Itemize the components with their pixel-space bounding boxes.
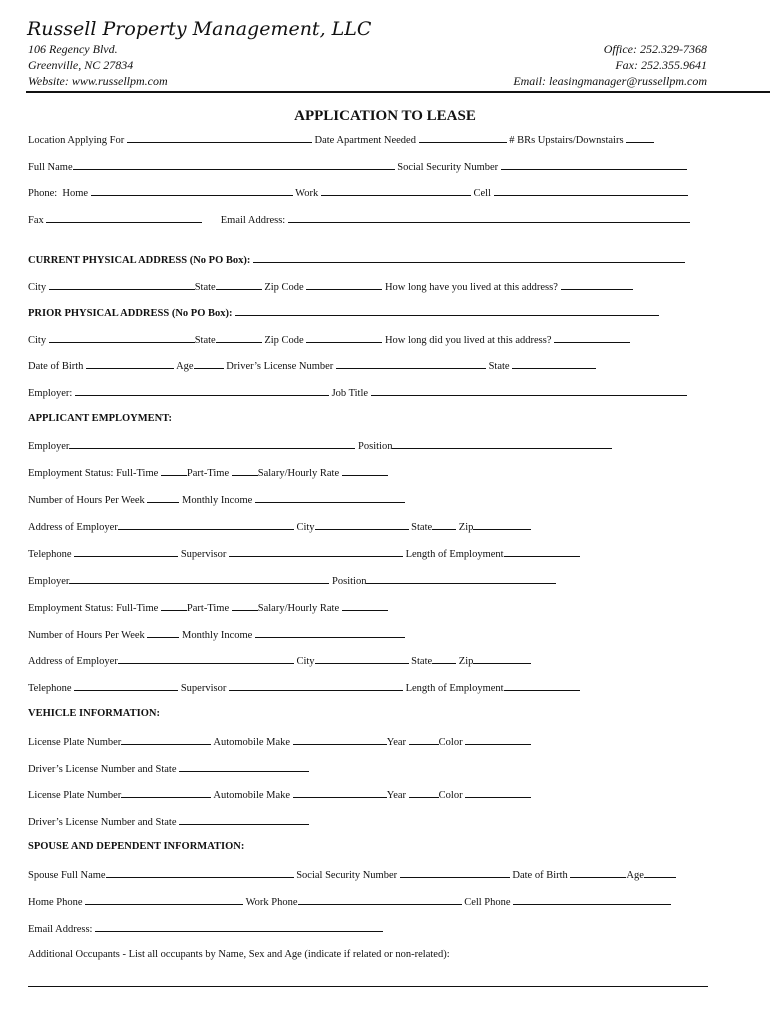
spouse-age-field[interactable]: [644, 867, 676, 878]
spouse-heading: SPOUSE AND DEPENDENT INFORMATION:: [28, 841, 245, 852]
label-emp2-zip: Zip: [458, 656, 474, 667]
label-emp2-rate: Salary/Hourly Rate: [257, 603, 340, 614]
label-spouse-email: Email Address:: [28, 924, 93, 935]
zip-field[interactable]: [306, 279, 382, 290]
emp2-city-field[interactable]: [315, 653, 409, 664]
label-emp2-employer: Employer: [28, 576, 70, 587]
prior-state-field[interactable]: [216, 332, 262, 343]
state-field[interactable]: [216, 279, 262, 290]
row-employer: [28, 385, 687, 401]
label-emp2-fulltime: Employment Status: Full-Time: [28, 603, 159, 614]
company-name: Russell Property Management, LLC: [27, 18, 372, 40]
employer-field[interactable]: [75, 385, 329, 396]
label-emp2-position: Position: [332, 576, 367, 587]
label-prior-zip: Zip Code: [264, 335, 304, 346]
label-spouse-dob: Date of Birth: [512, 870, 568, 881]
label-ssn: Social Security Number: [397, 162, 499, 173]
emp2-income-field[interactable]: [255, 627, 405, 638]
emp1-position-field[interactable]: [392, 438, 612, 449]
emp1-city-field[interactable]: [315, 519, 409, 530]
label-emp2-parttime: Part-Time: [186, 603, 230, 614]
spouse-home-phone-field[interactable]: [85, 894, 243, 905]
label-prior-how-long: How long did you lived at this address?: [384, 335, 552, 346]
job-title-field[interactable]: [371, 385, 687, 396]
emp1-income-field[interactable]: [255, 492, 405, 503]
form-title: APPLICATION TO LEASE: [294, 108, 476, 124]
row-prior-address: [28, 305, 659, 321]
label-emp2-address: Address of Employer: [28, 656, 118, 667]
label-year1: Year: [386, 737, 407, 748]
make2-field[interactable]: [293, 787, 387, 798]
dob-field[interactable]: [86, 358, 174, 369]
label-emp1-zip: Zip: [458, 522, 474, 533]
work-phone-field[interactable]: [321, 185, 471, 196]
emp2-state-field[interactable]: [432, 653, 456, 664]
row-emp2-address: [28, 653, 531, 669]
full-name-field[interactable]: [73, 159, 395, 170]
plate1-field[interactable]: [121, 734, 211, 745]
brs-field[interactable]: [626, 132, 654, 143]
emp2-fulltime-field[interactable]: [161, 600, 187, 611]
email: Email: leasingmanager@russellpm.com: [513, 74, 707, 88]
row-emp1-status: [28, 465, 388, 481]
color1-field[interactable]: [465, 734, 531, 745]
emp2-address-field[interactable]: [118, 653, 294, 664]
letterhead: [0, 0, 770, 92]
label-spouse-work-phone: Work Phone: [245, 897, 298, 908]
plate2-field[interactable]: [121, 787, 211, 798]
dl-number-field[interactable]: [336, 358, 486, 369]
how-long-field[interactable]: [561, 279, 633, 290]
employment-heading: APPLICANT EMPLOYMENT:: [28, 413, 172, 424]
emp2-parttime-field[interactable]: [232, 600, 258, 611]
office-phone: Office: 252.329-7368: [603, 42, 707, 56]
label-make2: Automobile Make: [213, 790, 291, 801]
label-full-name: Full Name: [28, 162, 73, 173]
row-spouse1: [28, 867, 676, 883]
spouse-cell-phone-field[interactable]: [513, 894, 671, 905]
label-emp1-supervisor: Supervisor: [180, 549, 227, 560]
label-emp1-rate: Salary/Hourly Rate: [257, 468, 340, 479]
label-dl1: Driver’s License Number and State: [28, 764, 177, 775]
year2-field[interactable]: [409, 787, 439, 798]
dl2-field[interactable]: [179, 814, 309, 825]
prior-city-field[interactable]: [49, 332, 195, 343]
label-spouse-age: Age: [626, 870, 644, 881]
emp2-employer-field[interactable]: [69, 573, 329, 584]
label-emp2-telephone: Telephone: [28, 683, 72, 694]
label-year2: Year: [386, 790, 407, 801]
row-emp1-hours: [28, 492, 405, 508]
dl-state-field[interactable]: [512, 358, 596, 369]
prior-zip-field[interactable]: [306, 332, 382, 343]
row-emp1-employer: [28, 438, 612, 454]
emp1-employer-field[interactable]: [69, 438, 355, 449]
label-job-title: Job Title: [331, 388, 369, 399]
label-emp1-city: City: [296, 522, 315, 533]
make1-field[interactable]: [293, 734, 387, 745]
emp2-hours-field[interactable]: [147, 627, 179, 638]
label-employer: Employer:: [28, 388, 73, 399]
label-emp2-hours: Number of Hours Per Week: [28, 630, 145, 641]
home-phone-field[interactable]: [91, 185, 293, 196]
occupants-label: Additional Occupants - List all occupants by Name, Sex and Age (indicate if related or non-related):: [28, 949, 450, 960]
label-plate1: License Plate Number: [28, 737, 122, 748]
emp2-position-field[interactable]: [366, 573, 556, 584]
label-zip: Zip Code: [264, 282, 304, 293]
label-age: Age: [176, 361, 194, 372]
label-emp2-supervisor: Supervisor: [180, 683, 227, 694]
address-street: 106 Regency Blvd.: [28, 42, 118, 56]
label-cell-phone: Cell: [473, 188, 491, 199]
label-dob: Date of Birth: [28, 361, 84, 372]
row-spouse2: [28, 894, 671, 910]
emp1-zip-field[interactable]: [473, 519, 531, 530]
row-fax-email: [28, 212, 690, 228]
label-spouse-home-phone: Home Phone: [28, 897, 83, 908]
prior-address-heading: PRIOR PHYSICAL ADDRESS (No PO Box):: [28, 308, 233, 319]
row-vehicle2: [28, 787, 531, 803]
label-spouse-cell-phone: Cell Phone: [464, 897, 511, 908]
label-state: State: [194, 282, 216, 293]
emp1-state-field[interactable]: [432, 519, 456, 530]
label-brs: # BRs Upstairs/Downstairs: [509, 135, 624, 146]
label-emp1-hours: Number of Hours Per Week: [28, 495, 145, 506]
label-fax: Fax: [28, 215, 44, 226]
label-emp2-length: Length of Employment: [405, 683, 504, 694]
dl1-field[interactable]: [179, 761, 309, 772]
emp2-length-field[interactable]: [504, 680, 580, 691]
row-dl2: [28, 814, 309, 830]
label-emp1-position: Position: [358, 441, 393, 452]
label-emp1-length: Length of Employment: [405, 549, 504, 560]
label-home-phone: Phone: Home: [28, 188, 89, 199]
row-dob: [28, 358, 596, 374]
label-dl-number: Driver’s License Number: [226, 361, 334, 372]
row-location: [28, 132, 654, 148]
cell-phone-field[interactable]: [494, 185, 688, 196]
row-emp2-telephone: [28, 680, 580, 696]
label-dl2: Driver’s License Number and State: [28, 817, 177, 828]
label-dl-state: State: [488, 361, 510, 372]
emp2-rate-field[interactable]: [342, 600, 388, 611]
date-needed-field[interactable]: [419, 132, 507, 143]
label-emp1-fulltime: Employment Status: Full-Time: [28, 468, 159, 479]
label-emp1-telephone: Telephone: [28, 549, 72, 560]
label-emp1-parttime: Part-Time: [186, 468, 230, 479]
occupants-field[interactable]: [28, 986, 708, 987]
vehicle-heading: VEHICLE INFORMATION:: [28, 708, 160, 719]
label-email: Email Address:: [220, 215, 286, 226]
address-city: Greenville, NC 27834: [28, 58, 134, 72]
label-emp1-employer: Employer: [28, 441, 70, 452]
fax-field[interactable]: [46, 212, 202, 223]
company-contact: [513, 41, 707, 89]
city-field[interactable]: [49, 279, 195, 290]
row-emp2-status: [28, 600, 388, 616]
current-address-field[interactable]: [253, 252, 685, 263]
emp1-length-field[interactable]: [504, 546, 580, 557]
row-emp1-telephone: [28, 546, 580, 562]
label-spouse-name: Spouse Full Name: [28, 870, 106, 881]
color2-field[interactable]: [465, 787, 531, 798]
emp2-supervisor-field[interactable]: [229, 680, 403, 691]
label-prior-state: State: [194, 335, 216, 346]
emp1-parttime-field[interactable]: [232, 465, 258, 476]
emp2-zip-field[interactable]: [473, 653, 531, 664]
label-plate2: License Plate Number: [28, 790, 122, 801]
prior-address-field[interactable]: [235, 305, 659, 316]
row-phone: [28, 185, 688, 201]
label-city: City: [28, 282, 47, 293]
row-emp2-employer: [28, 573, 556, 589]
emp2-telephone-field[interactable]: [74, 680, 178, 691]
label-emp2-income: Monthly Income: [182, 630, 253, 641]
emp1-rate-field[interactable]: [342, 465, 388, 476]
spouse-email-field[interactable]: [95, 921, 383, 932]
label-how-long: How long have you lived at this address?: [384, 282, 558, 293]
age-field[interactable]: [194, 358, 224, 369]
company-address: [28, 41, 168, 89]
prior-how-long-field[interactable]: [554, 332, 630, 343]
row-spouse-email: [28, 921, 383, 937]
ssn-field[interactable]: [501, 159, 687, 170]
label-emp2-city: City: [296, 656, 315, 667]
label-color1: Color: [438, 737, 463, 748]
spouse-name-field[interactable]: [106, 867, 294, 878]
label-color2: Color: [438, 790, 463, 801]
website: Website: www.russellpm.com: [28, 74, 168, 88]
label-work-phone: Work: [295, 188, 319, 199]
label-prior-city: City: [28, 335, 47, 346]
spouse-ssn-field[interactable]: [400, 867, 510, 878]
emp1-address-field[interactable]: [118, 519, 294, 530]
label-spouse-ssn: Social Security Number: [296, 870, 398, 881]
label-emp1-income: Monthly Income: [182, 495, 253, 506]
spouse-dob-field[interactable]: [570, 867, 626, 878]
label-emp1-address: Address of Employer: [28, 522, 118, 533]
spouse-work-phone-field[interactable]: [298, 894, 462, 905]
emp1-supervisor-field[interactable]: [229, 546, 403, 557]
label-emp1-state: State: [411, 522, 433, 533]
label-location: Location Applying For: [28, 135, 125, 146]
current-address-heading: CURRENT PHYSICAL ADDRESS (No PO Box):: [28, 255, 251, 266]
emp1-hours-field[interactable]: [147, 492, 179, 503]
label-make1: Automobile Make: [213, 737, 291, 748]
row-full-name: [28, 159, 687, 175]
label-emp2-state: State: [411, 656, 433, 667]
row-emp1-address: [28, 519, 531, 535]
row-emp2-hours: [28, 627, 405, 643]
emp1-fulltime-field[interactable]: [161, 465, 187, 476]
location-field[interactable]: [127, 132, 312, 143]
row-current-address: [28, 252, 685, 268]
row-vehicle1: [28, 734, 531, 750]
row-prior-city: [28, 332, 630, 348]
label-date-needed: Date Apartment Needed: [314, 135, 416, 146]
email-field[interactable]: [288, 212, 690, 223]
row-current-city: [28, 279, 633, 295]
fax-number: Fax: 252.355.9641: [615, 58, 707, 72]
emp1-telephone-field[interactable]: [74, 546, 178, 557]
row-dl1: [28, 761, 309, 777]
header-rule: [26, 91, 770, 93]
year1-field[interactable]: [409, 734, 439, 745]
